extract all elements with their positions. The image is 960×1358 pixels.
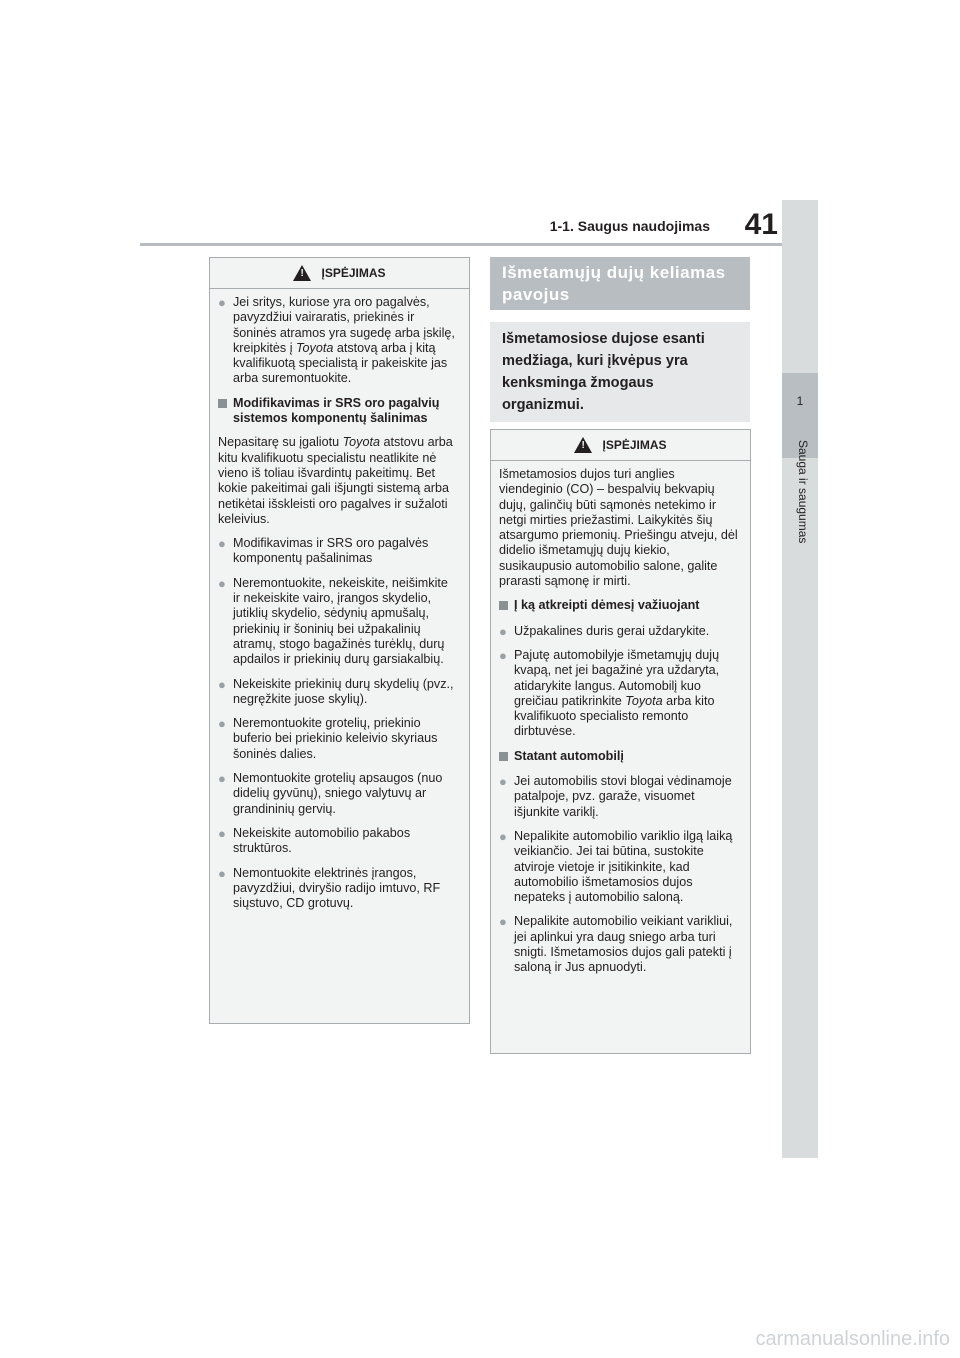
bullet-icon: ● bbox=[218, 536, 226, 552]
square-bullet-icon bbox=[499, 598, 514, 614]
square-bullet-icon bbox=[218, 396, 233, 427]
paragraph bbox=[218, 435, 457, 527]
sub-heading-text: Statant automobilį bbox=[514, 748, 624, 763]
bullet-icon: ● bbox=[499, 914, 507, 930]
bullet-icon: ● bbox=[499, 647, 507, 663]
list-item bbox=[218, 866, 457, 912]
list-item bbox=[218, 771, 457, 817]
exhaust-warning-box bbox=[490, 429, 751, 1054]
item-text: Pajutę automobilyje išmetamųjų dujų kvapą, net jei bagažinė yra uždaryta, atidarykite langus. Automobilį kuo greičiau patikrinkite bbox=[514, 647, 720, 708]
item-text: Užpakalines duris gerai uždarykite. bbox=[514, 623, 710, 638]
list-item bbox=[499, 914, 738, 975]
brand-name: Toyota bbox=[342, 435, 380, 450]
square-bullet-icon bbox=[499, 749, 514, 765]
airbag-warning-box bbox=[209, 257, 470, 1024]
bullet-icon: ● bbox=[218, 295, 226, 310]
item-text-end: atstovą arba į kitą kvalifikuotą specialistą ir pakeiskite jas arba suremontuokite. bbox=[233, 340, 448, 386]
list-item bbox=[499, 648, 738, 740]
item-text: Nepalikite automobilio variklio ilgą laiką veikiančio. Jei tai būtina, sustokite atviroje vietoje ir įsitikinkite, kad automobilio išmetamosios dujos nepateks į automobilio saloną. bbox=[514, 828, 733, 905]
list-item bbox=[218, 576, 457, 668]
brand-name: Toyota bbox=[625, 693, 663, 708]
list-item bbox=[499, 624, 738, 639]
warning-heading-label: ĮSPĖJIMAS bbox=[321, 266, 386, 280]
section-title-box bbox=[490, 257, 750, 310]
sub-heading-text: Modifikavimas ir SRS oro pagalvių sistemos komponentų šalinimas bbox=[233, 395, 440, 426]
bullet-icon: ● bbox=[218, 771, 226, 787]
item-text: Jei sritys, kuriose yra oro pagalvės, pavyzdžiui vairaratis, priekinės ir šoninės atramos yra sugedę arba įskilę, kreipkitės į bbox=[233, 295, 455, 355]
section-intro: Išmetamosiose dujose esanti medžiaga, kuri įkvėpus yra kenksminga žmogaus organizmui. bbox=[502, 331, 705, 413]
section-intro-box bbox=[490, 322, 750, 422]
bullet-icon: ● bbox=[218, 825, 226, 841]
item-text: Neremontuokite grotelių, priekinio buferio bei priekinio keleivio skyriaus šoninės dalies. bbox=[233, 716, 438, 761]
list-item bbox=[218, 536, 457, 567]
paragraph-text: Nepasitarę su įgaliotu bbox=[218, 435, 343, 450]
warning-triangle-icon: ! bbox=[293, 265, 311, 281]
bullet-icon: ● bbox=[218, 716, 226, 732]
list-item bbox=[218, 677, 457, 708]
list-item bbox=[218, 716, 457, 762]
list-item bbox=[499, 774, 738, 820]
bullet-icon: ● bbox=[218, 676, 226, 692]
chapter-number: 1 bbox=[796, 394, 804, 408]
item-text: Nemontuokite elektrinės įrangos, pavyzdžiui, dviryšio radijo imtuvo, RF siųstuvo, CD grotuvų. bbox=[233, 865, 441, 911]
warning-heading-label: ĮSPĖJIMAS bbox=[602, 438, 667, 452]
warning-triangle-icon: ! bbox=[574, 437, 592, 453]
section-header-title: 1-1. Saugus naudojimas bbox=[549, 218, 710, 234]
warning-heading bbox=[210, 258, 469, 289]
sub-heading bbox=[499, 749, 738, 765]
section-title: Išmetamųjų dujų keliamas pavojus bbox=[502, 263, 726, 304]
header-divider bbox=[140, 243, 782, 246]
sub-heading bbox=[218, 396, 457, 427]
list-item bbox=[218, 295, 457, 387]
bullet-icon: ● bbox=[499, 774, 507, 790]
list-item bbox=[499, 829, 738, 905]
chapter-name: Sauga ir saugumas bbox=[796, 440, 810, 544]
page-number: 41 bbox=[744, 208, 778, 241]
sub-heading-text: Į ką atkreipti dėmesį važiuojant bbox=[514, 598, 700, 613]
watermark: carmanualsonline.info bbox=[755, 1328, 950, 1350]
item-text: Nekeiskite automobilio pakabos struktūros. bbox=[233, 825, 411, 856]
chapter-side-tab bbox=[782, 200, 818, 1158]
bullet-icon: ● bbox=[499, 623, 507, 639]
item-text: Nemontuokite grotelių apsaugos (nuo didelių gyvūnų), sniego valytuvų ar grandininių gervių. bbox=[233, 771, 443, 816]
item-text: Jei automobilis stovi blogai vėdinamoje patalpoje, pvz. garaže, visuomet išjunkite variklį. bbox=[514, 774, 732, 819]
item-text: Nekeiskite priekinių durų skydelių (pvz., negręžkite juose skylių). bbox=[233, 676, 454, 706]
bullet-icon: ● bbox=[218, 865, 226, 881]
item-text-end: arba kito kvalifikuoto specialisto remonto dirbtuvėse. bbox=[514, 693, 715, 739]
paragraph-text-end: atstovu arba kitu kvalifikuotu specialistu neatlikite nė vieno iš toliau išvardintų pakeitimų. Bet kokie pakeitimai gali išjungti sistemą arba netikėtai išskleisti oro pagalves ir sužaloti keleivius. bbox=[218, 435, 453, 526]
item-text: Neremontuokite, nekeiskite, neišimkite ir nekeiskite vairo, įrangos skydelio, jutiklių skydelio, sėdynių apmušalų, priekinių ir šoninių bei užpakalinių atramų, stogo bagažinės turėklų, durų apdailos ir priekinių durų garsiakalbių. bbox=[233, 575, 448, 667]
warning-heading bbox=[491, 430, 750, 461]
paragraph: Išmetamosios dujos turi anglies viendeginio (CO) – bespalvių bekvapių dujų, galinčių būti sąmonės netekimo ir netgi mirties priežastimi. Laikykitės šių atsargumo priemonių. Priešingu atveju, dėl didelio išmetamųjų dujų kiekio, susikaupusio automobilio salone, galite prarasti sąmonę ir mirti. bbox=[499, 467, 738, 589]
brand-name: Toyota bbox=[296, 340, 334, 355]
bullet-icon: ● bbox=[499, 828, 507, 844]
sub-heading bbox=[499, 598, 738, 614]
item-text: Nepalikite automobilio veikiant varikliui, jei aplinkui yra daug sniego arba turi snigti. Išmetamosios dujos gali patekti į saloną ir Jus apnuodyti. bbox=[514, 914, 733, 975]
list-item bbox=[218, 826, 457, 857]
bullet-icon: ● bbox=[218, 575, 226, 591]
item-text: Modifikavimas ir SRS oro pagalvės komponentų pašalinimas bbox=[233, 536, 429, 566]
